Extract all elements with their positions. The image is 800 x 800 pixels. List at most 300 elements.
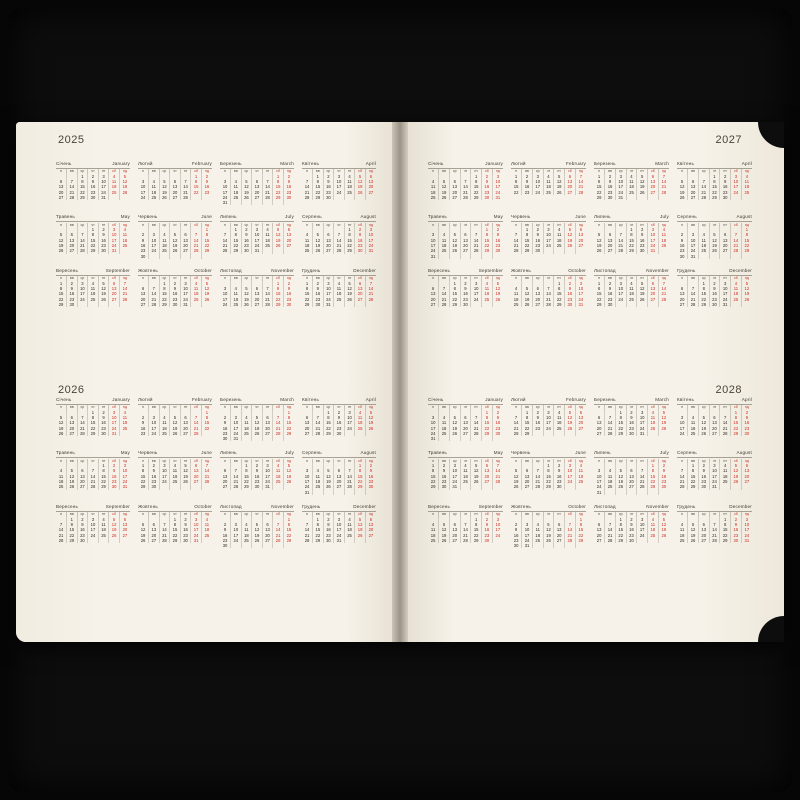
weekday-header: пт: [262, 405, 273, 410]
day-cell: 13: [482, 468, 493, 473]
month-table: [302, 459, 376, 495]
day-cell: 8: [482, 232, 493, 237]
month-name-en: June: [201, 214, 212, 220]
day-cell: 13: [138, 291, 149, 296]
day-cell: 1: [88, 410, 99, 415]
month-header: [511, 505, 586, 510]
month-block: [302, 505, 376, 548]
weekday-header: ср: [698, 405, 709, 410]
day-cell: 22: [720, 533, 731, 538]
day-cell: 24: [449, 479, 460, 484]
day-cell: 17: [191, 527, 202, 532]
day-cell: [201, 195, 212, 200]
month-block: [428, 269, 503, 312]
day-cell: 23: [482, 533, 493, 538]
day-cell: 16: [241, 238, 252, 243]
month-name-ua: Вересень: [56, 267, 79, 273]
day-cell: 10: [648, 232, 659, 237]
weekday-header: ср: [532, 405, 543, 410]
weekday-header: ср: [241, 169, 252, 174]
weekday-header: чт: [334, 459, 345, 464]
day-cell: [492, 538, 503, 543]
day-cell: 3: [543, 410, 554, 415]
weekday-header: ср: [615, 459, 626, 464]
day-cell: 24: [744, 532, 750, 538]
day-cell: 2: [220, 522, 231, 527]
day-cell: 25: [439, 431, 450, 436]
day-cell: 6: [323, 232, 334, 237]
weekday-header: вв: [231, 223, 242, 228]
day-cell: [658, 490, 669, 495]
day-cell: 2: [677, 232, 688, 237]
day-cell: 21: [661, 291, 667, 297]
day-cell: [720, 484, 731, 489]
day-cell: 3: [428, 415, 439, 420]
day-cell: 24: [109, 243, 120, 248]
weekday-header: чт: [543, 512, 554, 517]
weekday-header: сб: [273, 459, 284, 464]
day-cell: 31: [122, 484, 128, 490]
day-cell: 8: [482, 415, 493, 420]
weekday-header: ср: [323, 459, 334, 464]
day-cell: 27: [648, 297, 659, 302]
day-cell: 26: [661, 532, 667, 538]
month-table: [511, 223, 586, 254]
month-header: [594, 215, 669, 220]
day-cell: 5: [688, 522, 699, 527]
day-cell: 28: [615, 248, 626, 253]
weekday-header: вв: [605, 169, 616, 174]
weekday-header: нд: [368, 276, 373, 281]
week-row: [138, 254, 212, 259]
day-cell: 2: [313, 281, 324, 286]
day-cell: 21: [344, 479, 355, 484]
month-block: [302, 269, 376, 312]
day-cell: 18: [744, 184, 750, 190]
day-cell: 25: [273, 479, 284, 484]
day-cell: 11: [648, 415, 659, 420]
day-cell: 22: [522, 243, 533, 248]
day-cell: 11: [677, 527, 688, 532]
month-header: [302, 215, 376, 220]
day-cell: 7: [313, 415, 324, 420]
weekday-header: вв: [688, 223, 699, 228]
weekday-header: п: [138, 459, 149, 464]
month-header: [220, 451, 294, 456]
month-rule: [677, 511, 752, 512]
day-cell: 12: [56, 420, 67, 425]
day-cell: 20: [460, 426, 471, 431]
year-block-2026: [16, 384, 400, 624]
day-cell: 8: [77, 179, 88, 184]
month-table: [56, 512, 130, 543]
month-name-en: May: [493, 450, 503, 456]
day-cell: 6: [56, 179, 67, 184]
day-cell: 26: [615, 484, 626, 489]
day-cell: 9: [138, 238, 149, 243]
day-cell: 7: [709, 522, 720, 527]
day-cell: 23: [482, 190, 493, 195]
weekday-header: нд: [661, 405, 666, 410]
day-cell: [482, 436, 493, 441]
day-cell: 12: [449, 420, 460, 425]
day-cell: 13: [460, 238, 471, 243]
weekday-header: нд: [744, 222, 749, 227]
day-cell: [565, 484, 576, 489]
day-cell: 30: [67, 302, 78, 307]
day-cell: 22: [355, 479, 366, 484]
weekday-header: пт: [180, 223, 191, 228]
day-cell: 18: [626, 184, 637, 189]
day-cell: 22: [626, 243, 637, 248]
day-cell: 20: [449, 190, 460, 195]
weekday-header: пт: [262, 459, 273, 464]
day-cell: 19: [344, 291, 355, 296]
day-cell: 5: [615, 468, 626, 473]
day-cell: 26: [511, 484, 522, 489]
day-cell: 27: [368, 532, 374, 538]
day-cell: 7: [77, 415, 88, 420]
day-cell: 2: [605, 174, 616, 179]
day-cell: 30: [731, 538, 742, 543]
year-block-2027: [400, 148, 784, 388]
weekday-header: п: [677, 459, 688, 464]
day-cell: 2: [67, 281, 78, 286]
day-cell: 6: [698, 522, 709, 527]
day-cell: 15: [286, 420, 292, 426]
day-cell: 10: [637, 522, 648, 527]
weekday-header: ср: [698, 169, 709, 174]
month-name-en: September: [478, 503, 503, 509]
day-cell: 16: [532, 420, 543, 425]
month-header: [677, 215, 752, 220]
day-cell: 19: [252, 533, 263, 538]
month-block: [138, 215, 212, 258]
day-cell: [109, 195, 120, 200]
day-cell: 21: [460, 533, 471, 538]
day-cell: 18: [626, 291, 637, 296]
day-cell: 1: [511, 174, 522, 179]
day-cell: 9: [88, 179, 99, 184]
day-cell: 27: [334, 484, 345, 489]
day-cell: 25: [149, 195, 160, 200]
day-cell: 5: [241, 179, 252, 184]
day-cell: 30: [495, 430, 501, 436]
day-cell: 29: [170, 538, 181, 543]
day-cell: 22: [313, 190, 324, 195]
month-table: [428, 223, 503, 259]
day-cell: 18: [482, 291, 493, 296]
month-name-ua: Липень: [594, 450, 611, 456]
day-cell: 9: [532, 232, 543, 237]
day-cell: 23: [252, 479, 263, 484]
day-cell: 30: [626, 431, 637, 436]
day-cell: 26: [688, 538, 699, 543]
month-rule: [138, 457, 212, 458]
month-name-ua: Березень: [594, 161, 616, 166]
weekday-header: вв: [67, 169, 78, 174]
month-rule: [302, 275, 376, 276]
day-cell: 18: [302, 243, 313, 248]
day-cell: 4: [554, 410, 565, 415]
day-cell: 16: [220, 426, 231, 431]
day-cell: 21: [495, 473, 501, 479]
day-cell: 1: [98, 463, 109, 468]
day-cell: 19: [368, 420, 374, 426]
day-cell: 12: [67, 474, 78, 479]
day-cell: 6: [554, 522, 565, 527]
day-cell: 28: [231, 484, 242, 489]
day-cell: 11: [302, 238, 313, 243]
day-cell: 8: [205, 414, 209, 420]
day-cell: 15: [511, 184, 522, 189]
day-cell: 11: [344, 522, 355, 527]
day-cell: 16: [67, 291, 78, 296]
day-cell: 23: [149, 479, 160, 484]
day-cell: 4: [626, 281, 637, 286]
weekday-header: чт: [88, 223, 99, 228]
day-cell: 15: [744, 237, 750, 243]
day-cell: 14: [511, 238, 522, 243]
weekday-header: пт: [180, 459, 191, 464]
day-cell: 28: [688, 302, 699, 307]
day-cell: 22: [482, 426, 493, 431]
day-cell: 2: [511, 522, 522, 527]
day-cell: 3: [471, 281, 482, 286]
weekday-header: пт: [262, 276, 273, 281]
month-name-ua: Червень: [511, 450, 531, 456]
weekday-header: п: [511, 223, 522, 228]
day-cell: 10: [252, 232, 263, 237]
day-cell: 23: [138, 431, 149, 436]
day-cell: 4: [109, 174, 120, 179]
month-name-ua: Жовтень: [138, 503, 159, 509]
day-cell: [365, 302, 376, 307]
day-cell: 1: [720, 517, 731, 522]
weekday-header: пт: [98, 512, 109, 517]
day-cell: 1: [88, 227, 99, 232]
weekday-header: чт: [626, 223, 637, 228]
day-cell: 1: [698, 281, 709, 286]
day-cell: 12: [554, 179, 565, 184]
day-cell: 11: [439, 238, 450, 243]
day-cell: 20: [138, 297, 149, 302]
weekday-header: пт: [554, 512, 565, 517]
weekday-header: нд: [368, 458, 373, 463]
day-cell: 13: [460, 420, 471, 425]
day-cell: 29: [731, 431, 742, 436]
weekday-header: ср: [532, 169, 543, 174]
day-cell: [637, 302, 648, 307]
weekday-header: п: [138, 405, 149, 410]
month-table: [138, 223, 212, 259]
day-cell: 31: [262, 484, 273, 489]
day-cell: 1: [205, 409, 209, 415]
day-cell: 27: [626, 484, 637, 489]
day-cell: 24: [109, 426, 120, 431]
day-cell: 15: [522, 238, 533, 243]
day-cell: 22: [204, 425, 210, 431]
day-cell: 20: [449, 533, 460, 538]
day-cell: 23: [495, 425, 501, 431]
day-cell: [334, 195, 345, 200]
day-cell: 30: [744, 430, 750, 436]
day-cell: 24: [88, 533, 99, 538]
day-cell: 11: [273, 468, 284, 473]
day-cell: 29: [344, 248, 355, 253]
day-cell: 2: [252, 463, 263, 468]
day-cell: 5: [677, 179, 688, 184]
weekday-header: п: [56, 459, 67, 464]
day-cell: 28: [204, 479, 210, 485]
month-name-ua: Липень: [220, 450, 237, 456]
month-header: [138, 215, 212, 220]
day-cell: 16: [355, 238, 366, 243]
day-cell: 9: [482, 179, 493, 184]
day-cell: 30: [109, 484, 120, 489]
weekday-header: нд: [368, 512, 373, 517]
day-cell: [532, 431, 543, 436]
day-cell: 18: [554, 420, 565, 425]
weekday-header: вв: [439, 169, 450, 174]
day-cell: 8: [543, 468, 554, 473]
day-cell: 16: [180, 527, 191, 532]
day-cell: 25: [677, 538, 688, 543]
weekday-header: нд: [744, 405, 749, 410]
day-cell: 5: [511, 468, 522, 473]
weekday-header: вв: [688, 459, 699, 464]
week-row: [511, 543, 586, 548]
day-cell: 23: [313, 297, 324, 302]
day-cell: [88, 302, 99, 307]
weekday-header: ср: [449, 512, 460, 517]
day-cell: 7: [605, 415, 616, 420]
day-cell: 16: [605, 184, 616, 189]
month-name-ua: Квітень: [677, 161, 695, 166]
week-row: [302, 195, 376, 200]
weekday-header: чт: [334, 512, 345, 517]
day-cell: 21: [220, 243, 231, 248]
day-cell: [313, 490, 324, 495]
day-cell: [471, 302, 482, 307]
day-cell: 28: [56, 538, 67, 543]
week-row: [677, 254, 752, 259]
month-table: [511, 405, 586, 436]
day-cell: 29: [698, 302, 709, 307]
day-cell: [191, 254, 202, 259]
weekday-header: чт: [709, 512, 720, 517]
day-cell: 17: [252, 238, 263, 243]
day-cell: 26: [522, 302, 533, 307]
day-cell: 1: [287, 409, 291, 415]
weekday-header: п: [677, 512, 688, 517]
day-cell: 6: [428, 286, 439, 291]
day-cell: 22: [273, 297, 284, 302]
day-cell: 6: [460, 232, 471, 237]
day-cell: 23: [355, 243, 366, 248]
day-cell: 21: [637, 479, 648, 484]
month-name-ua: Січень: [56, 161, 72, 166]
day-cell: 13: [578, 414, 584, 420]
month-rule: [428, 457, 503, 458]
weekday-header: пт: [720, 459, 731, 464]
day-cell: 5: [170, 415, 181, 420]
day-cell: 31: [109, 248, 120, 253]
day-cell: [159, 484, 170, 489]
day-cell: 9: [637, 232, 648, 237]
day-cell: 24: [149, 248, 160, 253]
month-grid-2025: [56, 162, 376, 312]
day-cell: 30: [565, 302, 576, 307]
day-cell: 4: [123, 227, 127, 233]
day-cell: 7: [67, 179, 78, 184]
day-cell: 24: [344, 426, 355, 431]
day-cell: 19: [637, 184, 648, 189]
day-cell: 14: [605, 420, 616, 425]
day-cell: 26: [252, 431, 263, 436]
weekday-header: чт: [334, 223, 345, 228]
day-cell: 26: [313, 248, 324, 253]
day-cell: 16: [495, 420, 501, 426]
day-cell: [159, 254, 170, 259]
weekday-header: п: [138, 276, 149, 281]
day-cell: 4: [231, 286, 242, 291]
day-cell: 16: [522, 184, 533, 189]
month-name-ua: Січень: [56, 397, 72, 402]
month-block: [511, 451, 586, 494]
day-cell: 13: [578, 232, 584, 238]
day-cell: 6: [170, 179, 181, 184]
day-cell: 10: [594, 474, 605, 479]
day-cell: 8: [88, 415, 99, 420]
day-cell: 29: [88, 431, 99, 436]
month-name-en: April: [741, 161, 752, 166]
day-cell: 18: [149, 190, 160, 195]
day-cell: 20: [522, 479, 533, 484]
day-cell: 31: [220, 200, 231, 205]
day-cell: 13: [252, 184, 263, 189]
day-cell: 14: [460, 184, 471, 189]
day-cell: 9: [511, 527, 522, 532]
day-cell: 27: [77, 484, 88, 489]
day-cell: 15: [241, 474, 252, 479]
day-cell: 4: [439, 415, 450, 420]
month-rule: [428, 275, 503, 276]
month-table: [220, 512, 294, 548]
day-cell: 15: [88, 238, 99, 243]
day-cell: 8: [170, 522, 181, 527]
day-cell: 16: [220, 533, 231, 538]
day-cell: 28: [605, 538, 616, 543]
day-cell: 26: [439, 538, 450, 543]
month-rule: [511, 404, 586, 405]
weekday-header: сб: [273, 169, 284, 174]
day-cell: 28: [273, 431, 284, 436]
day-cell: 10: [159, 468, 170, 473]
day-cell: 15: [522, 420, 533, 425]
day-cell: 12: [439, 527, 450, 532]
weekday-header: пт: [554, 169, 565, 174]
month-block: [56, 162, 130, 205]
weekday-header: нд: [661, 512, 666, 517]
day-cell: 22: [511, 190, 522, 195]
weekday-header: сб: [565, 405, 576, 410]
day-cell: 4: [482, 281, 493, 286]
day-cell: 28: [698, 195, 709, 200]
day-cell: 10: [688, 238, 699, 243]
day-cell: [355, 431, 366, 436]
week-row: [677, 484, 752, 489]
